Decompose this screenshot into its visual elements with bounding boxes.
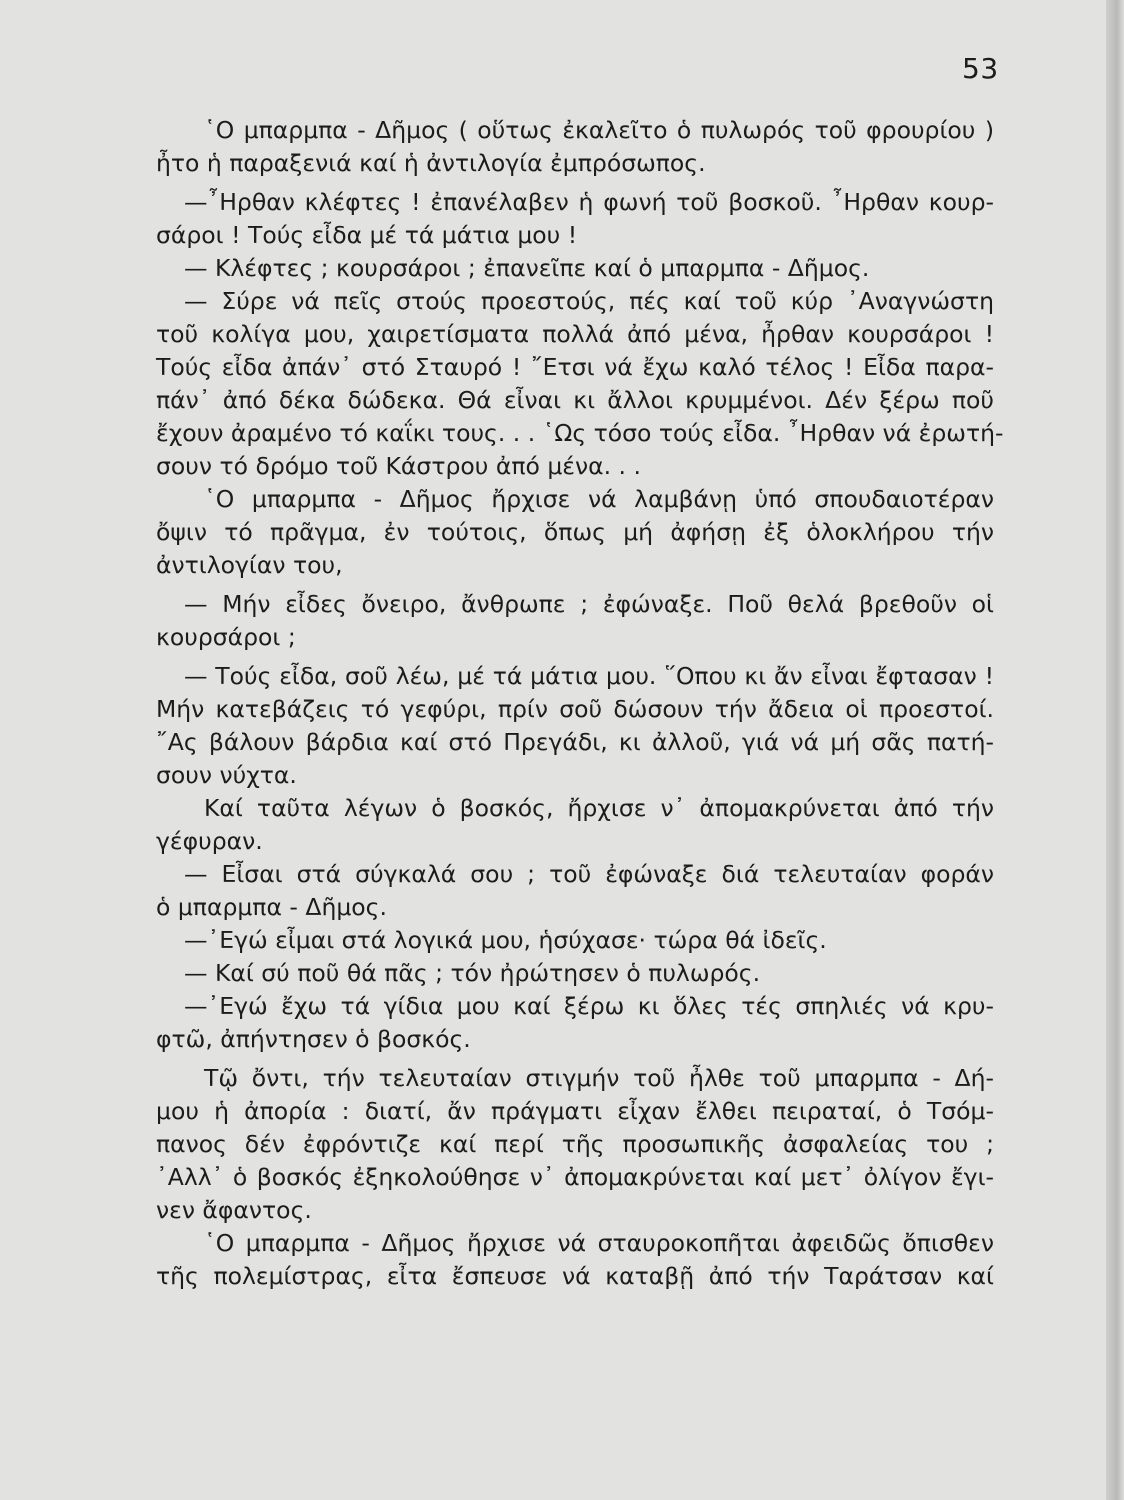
text-line: ὄψιν τό πρᾶγμα, ἐν τούτοις, ὅπως μή ἀφήσῃ ἐξ ὁλοκλήρου τήν bbox=[156, 518, 994, 546]
text-line: —῏Ηρθαν κλέφτες ! ἐπανέλαβεν ἡ φωνή τοῦ βοσκοῦ. ῏Ηρθαν κουρ- bbox=[184, 188, 994, 216]
text-line: — Εἶσαι στά σύγκαλά σου ; τοῦ ἐφώναξε διά τελευταίαν φοράν bbox=[184, 860, 994, 888]
text-line: — Κλέφτες ; κουρσάροι ; ἐπανεῖπε καί ὁ μπαρμπα - Δῆμος. bbox=[184, 254, 870, 282]
text-line: τῆς πολεμίστρας, εἶτα ἔσπευσε νά καταβῇ ἀπό τήν Ταράτσαν καί bbox=[156, 1262, 994, 1290]
text-line: —᾽Εγώ ἔχω τά γίδια μου καί ξέρω κι ὅλες τές σπηλιές νά κρυ- bbox=[184, 992, 994, 1020]
text-line: ἔχουν ἀραμένο τό καΐκι τους. . . ῾Ως τόσο τούς εἶδα. ῏Ηρθαν νά ἐρωτή- bbox=[156, 419, 1004, 447]
text-line: πάν᾽ ἀπό δέκα δώδεκα. Θά εἶναι κι ἄλλοι κρυμμένοι. Δέν ξέρω ποῦ bbox=[156, 386, 994, 414]
text-line: Τῷ ὄντι, τήν τελευταίαν στιγμήν τοῦ ἦλθε τοῦ μπαρμπα - Δή- bbox=[204, 1064, 994, 1092]
body-text bbox=[156, 114, 1004, 1293]
text-line: — Καί σύ ποῦ θά πᾶς ; τόν ἠρώτησεν ὁ πυλωρός. bbox=[184, 959, 761, 987]
text-line: ῾Ο μπαρμπα - Δῆμος ἤρχισε νά σταυροκοπῆται ἀφειδῶς ὄπισθεν bbox=[204, 1229, 994, 1257]
text-line: φτῶ, ἀπήντησεν ὁ βοσκός. bbox=[156, 1025, 471, 1053]
text-line: κουρσάροι ; bbox=[156, 623, 296, 651]
page-edge-shadow bbox=[1106, 0, 1124, 1500]
text-line: τοῦ κολίγα μου, χαιρετίσματα πολλά ἀπό μένα, ἦρθαν κουρσάροι ! bbox=[156, 320, 994, 348]
text-line: ῾Ο μπαρμπα - Δῆμος ἤρχισε νά λαμβάνῃ ὑπό σπουδαιοτέραν bbox=[204, 485, 994, 513]
text-line: ῾Ο μπαρμπα - Δῆμος ( οὕτως ἐκαλεῖτο ὁ πυλωρός τοῦ φρουρίου ) bbox=[204, 116, 994, 144]
text-line: Μήν κατεβάζεις τό γεφύρι, πρίν σοῦ δώσουν τήν ἄδεια οἱ προεστοί. bbox=[156, 695, 994, 723]
page-number: 53 bbox=[962, 52, 999, 85]
text-line: ῎Ας βάλουν βάρδια καί στό Πρεγάδι, κι ἀλλοῦ, γιά νά μή σᾶς πατή- bbox=[156, 728, 994, 756]
text-line: ἦτο ἡ παραξενιά καί ἡ ἀντιλογία ἐμπρόσωπος. bbox=[156, 149, 706, 177]
text-line: ὁ μπαρμπα - Δῆμος. bbox=[156, 893, 387, 921]
text-line: — Μήν εἶδες ὄνειρο, ἄνθρωπε ; ἐφώναξε. Ποῦ θελά βρεθοῦν οἱ bbox=[184, 590, 994, 618]
text-line: ἀντιλογίαν του, bbox=[156, 551, 343, 579]
text-line: νεν ἄφαντος. bbox=[156, 1196, 312, 1224]
text-line: πανος δέν ἐφρόντιζε καί περί τῆς προσωπικῆς ἀσφαλείας του ; bbox=[156, 1130, 994, 1158]
text-line: γέφυραν. bbox=[156, 827, 263, 855]
text-line: Καί ταῦτα λέγων ὁ βοσκός, ἤρχισε ν᾽ ἀπομακρύνεται ἀπό τήν bbox=[204, 794, 994, 822]
text-line: ᾽Αλλ᾽ ὁ βοσκός ἐξηκολούθησε ν᾽ ἀπομακρύνεται καί μετ᾽ ὀλίγον ἔγι- bbox=[156, 1163, 994, 1191]
text-line: — Σύρε νά πεῖς στούς προεστούς, πές καί τοῦ κύρ ᾽Αναγνώστη bbox=[184, 287, 994, 315]
text-line: —᾽Εγώ εἶμαι στά λογικά μου, ἡσύχασε· τώρα θά ἰδεῖς. bbox=[184, 926, 827, 954]
text-line: σάροι ! Τούς εἶδα μέ τά μάτια μου ! bbox=[156, 221, 578, 249]
text-line: — Τούς εἶδα, σοῦ λέω, μέ τά μάτια μου. ῞Οπου κι ἄν εἶναι ἔφτασαν ! bbox=[184, 662, 994, 690]
text-line: Τούς εἶδα ἀπάν᾽ στό Σταυρό ! ῎Ετσι νά ἔχω καλό τέλος ! Εἶδα παρα- bbox=[156, 353, 994, 381]
text-line: σουν νύχτα. bbox=[156, 761, 297, 789]
text-line: σουν τό δρόμο τοῦ Κάστρου ἀπό μένα. . . bbox=[156, 452, 641, 480]
text-line: μου ἡ ἀπορία : διατί, ἄν πράγματι εἶχαν ἔλθει πειραταί, ὁ Τσόμ- bbox=[156, 1097, 994, 1125]
